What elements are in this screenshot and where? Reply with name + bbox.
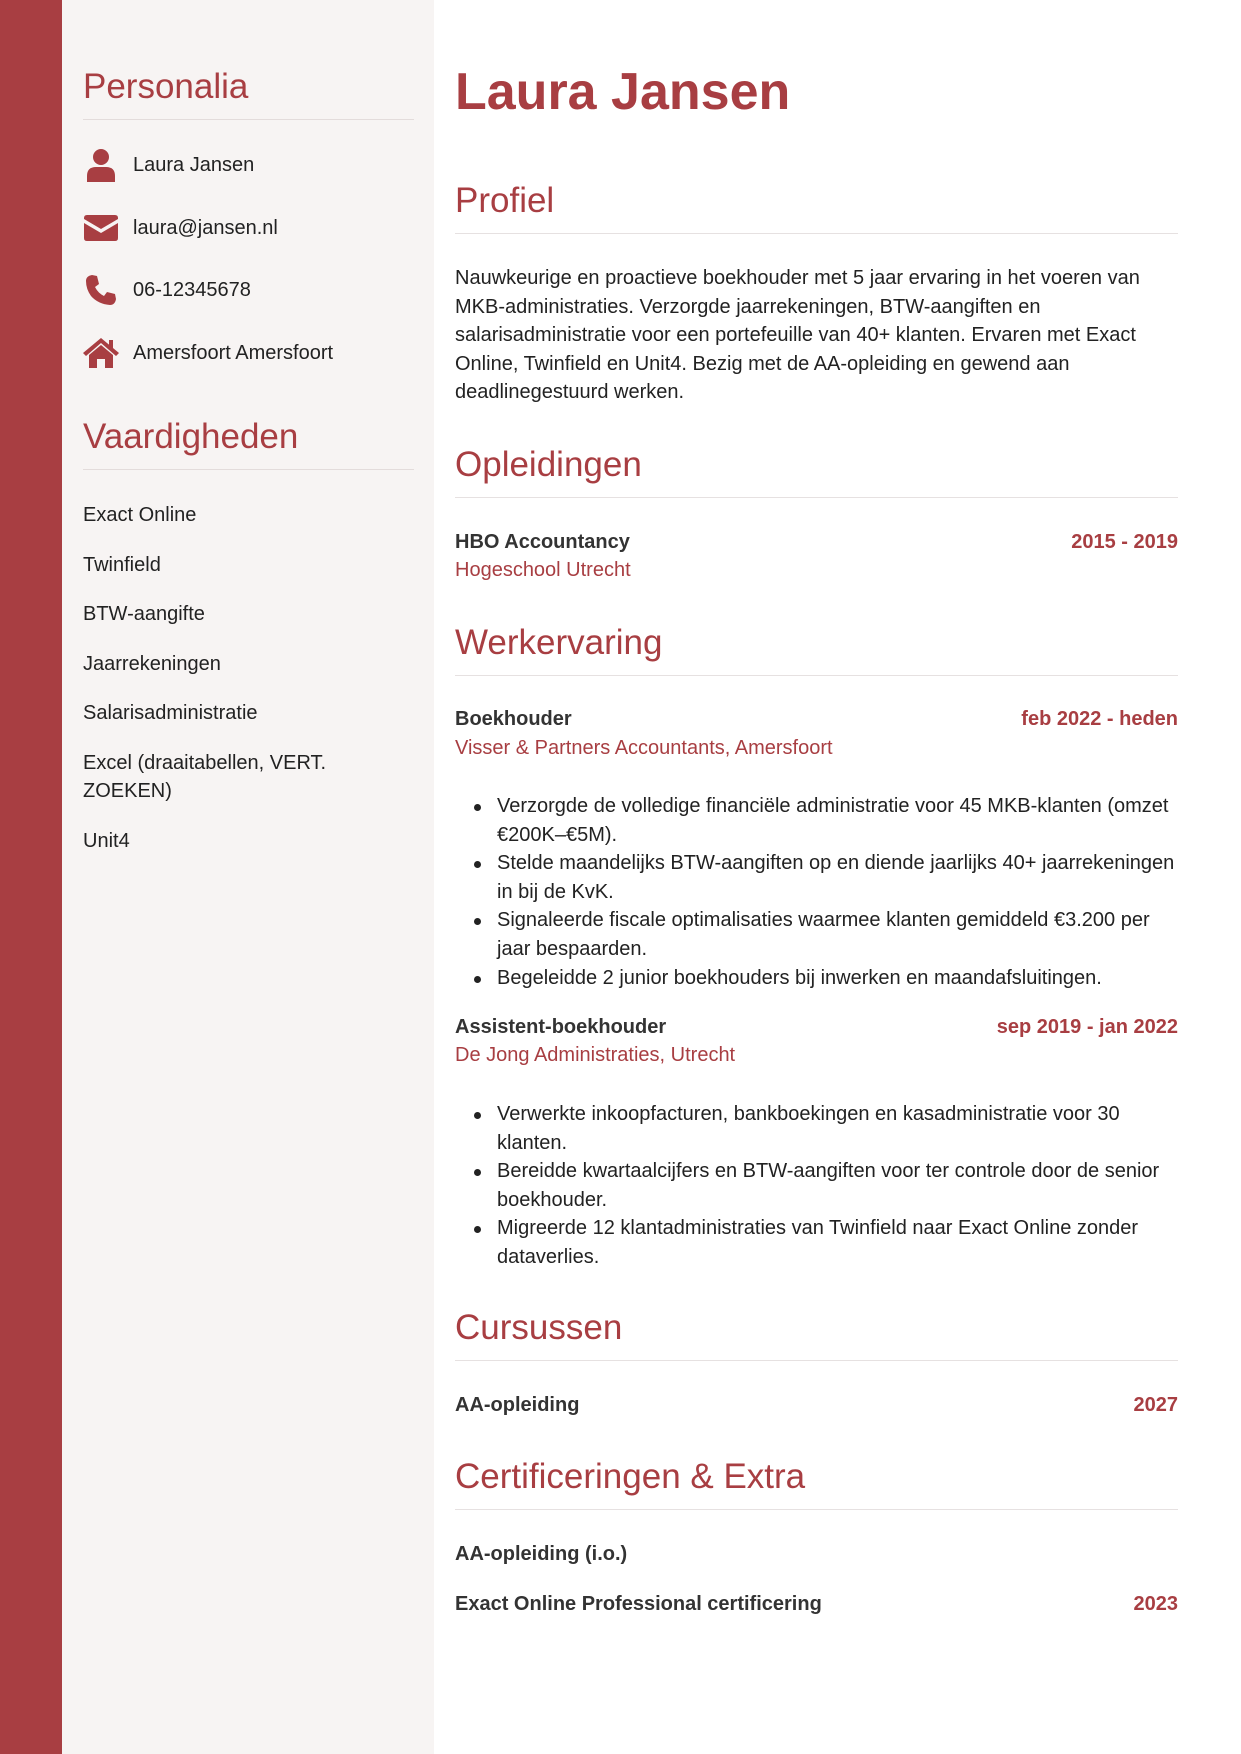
bullet-item: Migreerde 12 klantadministraties van Twinfield naar Exact Online zonder dataverlies.: [497, 1214, 1178, 1271]
bullet-item: Begeleidde 2 junior boekhouders bij inwerken en maandafsluitingen.: [497, 964, 1178, 993]
certification-name: AA-opleiding (i.o.): [455, 1543, 628, 1565]
home-icon: [83, 335, 119, 371]
certification-date: 2023: [1133, 1593, 1178, 1615]
contact-address-text: Amersfoort Amersfoort: [133, 341, 334, 364]
skill-item: Exact Online: [83, 504, 197, 526]
job-date: sep 2019 - jan 2022: [996, 1016, 1178, 1038]
contact-email-text: laura@jansen.nl: [133, 216, 278, 239]
contact-address: [83, 335, 414, 371]
education-date: 2015 - 2019: [1071, 531, 1178, 553]
skill-item: Salarisadministratie: [83, 702, 258, 724]
profile-text: Nauwkeurige en proactieve boekhouder met 5 jaar ervaring in het voeren van MKB-administraties. Verzorgde jaarrekeningen, BTW-aangiften en salarisadministratie voor een portefeuille van 40+ klanten. Ervaren met Exact Online, Twinfield en Unit4. Bezig met de AA-opleiding en gewend aan deadlinegestuurd werken.: [455, 267, 1140, 404]
bullet-item: Stelde maandelijks BTW-aangiften op en diende jaarlijks 40+ jaarrekeningen in bij de KvK.: [497, 849, 1178, 906]
job-company: Visser & Partners Accountants, Amersfoort: [455, 737, 833, 759]
job-company: De Jong Administraties, Utrecht: [455, 1044, 736, 1066]
accent-bar: [0, 0, 62, 1754]
skill-item: BTW-aangifte: [83, 603, 205, 625]
experience-heading: Werkervaring: [455, 625, 1178, 676]
job-bullets: [455, 792, 1178, 992]
skill-item: Unit4: [83, 830, 130, 852]
skill-item: Excel (draaitabellen, VERT. ZOEKEN): [83, 752, 327, 802]
contact-phone[interactable]: [83, 272, 414, 308]
person-icon: [83, 147, 119, 183]
education-degree: HBO Accountancy: [455, 531, 630, 553]
phone-icon: [83, 272, 119, 308]
contact-name-text: Laura Jansen: [133, 153, 255, 176]
bullet-item: Bereidde kwartaalcijfers en BTW-aangiften voor ter controle door de senior boekhouder.: [497, 1157, 1178, 1214]
candidate-name: Laura Jansen: [455, 63, 791, 121]
education-school: Hogeschool Utrecht: [455, 559, 631, 581]
contact-name: [83, 147, 414, 183]
skill-item: Twinfield: [83, 554, 161, 576]
contact-email[interactable]: [83, 210, 414, 246]
personalia-heading: Personalia: [83, 69, 414, 120]
course-name: AA-opleiding: [455, 1394, 580, 1416]
bullet-item: Verwerkte inkoopfacturen, bankboekingen en kasadministratie voor 30 klanten.: [497, 1100, 1178, 1157]
skills-heading: Vaardigheden: [83, 419, 414, 470]
bullet-item: Verzorgde de volledige financiële administratie voor 45 MKB-klanten (omzet €200K–€5M).: [497, 792, 1178, 849]
course-date: 2027: [1133, 1394, 1178, 1416]
job-bullets: [455, 1100, 1178, 1272]
education-heading: Opleidingen: [455, 447, 1178, 498]
job-role: Assistent-boekhouder: [455, 1016, 667, 1038]
job-role: Boekhouder: [455, 708, 572, 730]
profile-heading: Profiel: [455, 183, 1178, 234]
job-date: feb 2022 - heden: [1021, 708, 1178, 730]
contact-phone-text: 06-12345678: [133, 278, 251, 301]
bullet-item: Signaleerde fiscale optimalisaties waarmee klanten gemiddeld €3.200 per jaar bespaarden.: [497, 906, 1178, 963]
certifications-heading: Certificeringen & Extra: [455, 1459, 1178, 1510]
envelope-icon: [83, 210, 119, 246]
sidebar: [62, 0, 434, 1754]
certification-name: Exact Online Professional certificering: [455, 1593, 822, 1615]
skill-item: Jaarrekeningen: [83, 653, 221, 675]
courses-heading: Cursussen: [455, 1310, 1178, 1361]
